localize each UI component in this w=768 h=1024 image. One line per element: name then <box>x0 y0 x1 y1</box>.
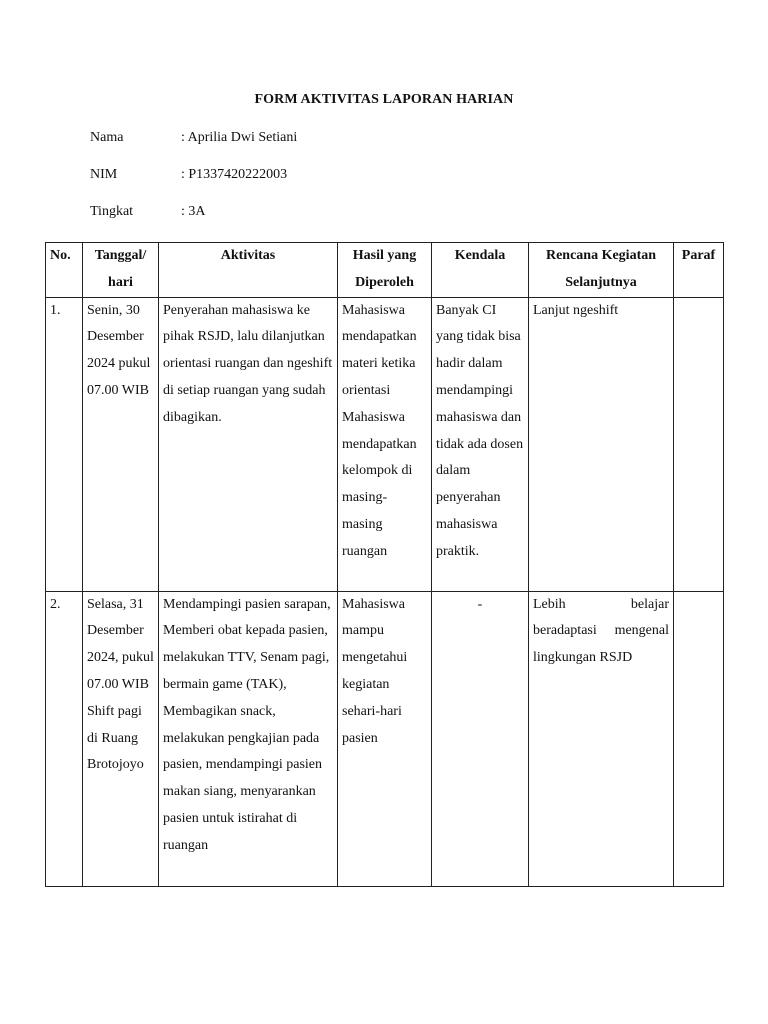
document-title: FORM AKTIVITAS LAPORAN HARIAN <box>254 92 514 107</box>
nim-label: NIM <box>90 167 118 182</box>
header-obstacle: Kendala <box>432 243 529 298</box>
table-row <box>46 297 724 591</box>
row-date: Senin, 30 Desember 2024 pukul 07.00 WIB <box>83 297 159 591</box>
row-plan: Lebih belajar beradaptasi mengenal lingkungan RSJD <box>529 591 674 886</box>
header-date: Tanggal/ hari <box>83 243 159 298</box>
header-sign: Paraf <box>674 243 724 298</box>
row-date: Selasa, 31 Desember 2024, pukul 07.00 WIB Shift pagi di Ruang Brotojoyo <box>83 591 159 886</box>
header-activity: Aktivitas <box>159 243 338 298</box>
nim-value: : P1337420222003 <box>181 167 288 182</box>
row-sign <box>674 297 724 591</box>
row-activity: Penyerahan mahasiswa ke pihak RSJD, lalu dilanjutkan orientasi ruangan dan ngeshift di setiap ruangan yang sudah dibagikan. <box>159 297 338 591</box>
level-label: Tingkat <box>90 204 134 219</box>
header-plan: Rencana Kegiatan Selanjutnya <box>529 243 674 298</box>
row-number: 1. <box>46 297 83 591</box>
table-row <box>46 591 724 886</box>
row-activity: Mendampingi pasien sarapan, Memberi obat kepada pasien, melakukan TTV, Senam pagi, bermain game (TAK), Membagikan snack, melakukan pengkajian pada pasien, mendampingi pasien makan siang, menyarankan pasien untuk istirahat di ruangan <box>159 591 338 886</box>
row-obstacle: - <box>432 591 529 886</box>
row-obstacle: Banyak CI yang tidak bisa hadir dalam mendampingi mahasiswa dan tidak ada dosen dalam penyerahan mahasiswa praktik. <box>432 297 529 591</box>
name-value: : Aprilia Dwi Setiani <box>181 130 298 145</box>
row-result: Mahasiswa mendapatkan materi ketika orientasi Mahasiswa mendapatkan kelompok di masing-masing ruangan <box>338 297 432 591</box>
name-label: Nama <box>90 130 124 145</box>
header-result: Hasil yang Diperoleh <box>338 243 432 298</box>
table-header-row <box>46 243 724 298</box>
row-result: Mahasiswa mampu mengetahui kegiatan sehari-hari pasien <box>338 591 432 886</box>
row-sign <box>674 591 724 886</box>
row-plan: Lanjut ngeshift <box>529 297 674 591</box>
level-value: : 3A <box>181 204 206 219</box>
activity-report-table <box>45 242 724 887</box>
row-number: 2. <box>46 591 83 886</box>
header-no: No. <box>46 243 83 298</box>
